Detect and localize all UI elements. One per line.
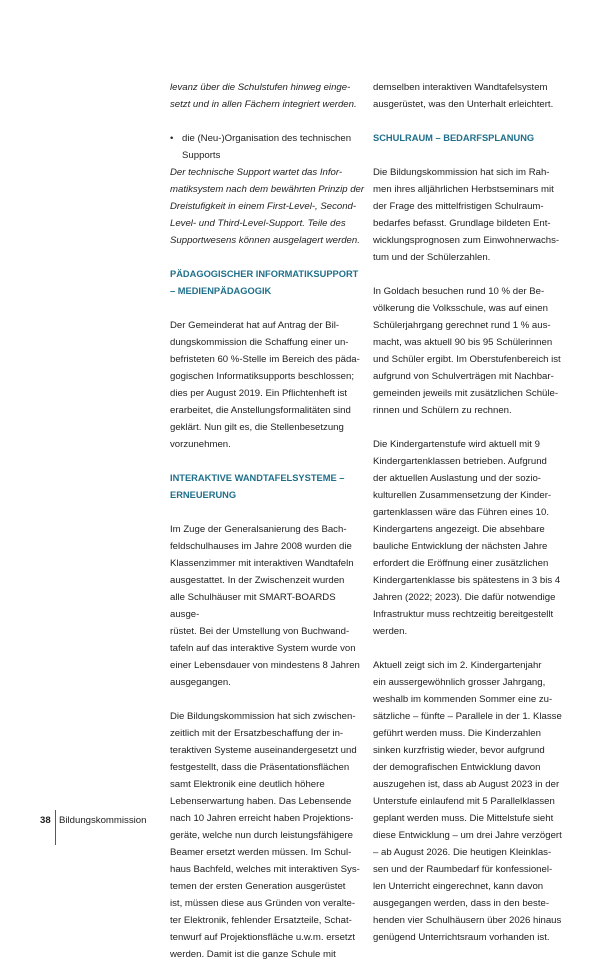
text-line: kulturellen Zusammensetzung der Kinder- xyxy=(373,490,552,501)
text-line: die (Neu-)Organisation des technischen xyxy=(182,133,352,144)
text-line: rinnen und Schülern zu rechnen. xyxy=(373,405,512,416)
text-line: alle Schulhäuser mit SMART-BOARDS ausge- xyxy=(170,592,336,620)
right-column xyxy=(373,79,570,963)
text-line: samt Elektronik eine deutlich höhere xyxy=(170,779,325,790)
text-line: ausgegangen werden, dass in den beste- xyxy=(373,898,550,909)
paragraph xyxy=(373,164,570,266)
text-line: geklärt. Nun gilt es, die Stellenbesetzung xyxy=(170,422,344,433)
text-line: erfordert die Eröffnung einer zusätzlichen xyxy=(373,558,549,569)
text-line: Unterstufe einlaufend mit 5 Parallelklassen xyxy=(373,796,555,807)
section-heading xyxy=(373,130,570,147)
text-line: Im Zuge der Generalsanierung des Bach- xyxy=(170,524,347,535)
paragraph xyxy=(373,436,570,640)
text-line: Level- und Third-Level-Support. Teile des xyxy=(170,218,346,229)
intro-paragraph xyxy=(170,79,367,113)
footer-section-title: Bildungskommission xyxy=(59,815,147,826)
text-line: der demografischen Entwicklung davon xyxy=(373,762,541,773)
heading-line: PÄDAGOGISCHER INFORMATIKSUPPORT xyxy=(170,269,359,279)
text-line: der Frage des mittelfristigen Schulraum- xyxy=(373,201,544,212)
text-line: ausgestattet. In der Zwischenzeit wurden xyxy=(170,575,345,586)
text-line: dungskommission die Schaffung einer un- xyxy=(170,337,349,348)
paragraph xyxy=(373,657,570,946)
text-line: gemeinden jeweils mit zusätzlichen Schüle- xyxy=(373,388,559,399)
text-line: bauliche Entwicklung der nächsten Jahre xyxy=(373,541,548,552)
paragraph xyxy=(170,521,367,691)
text-line: gartenklassen wäre das Führen eines 10. xyxy=(373,507,549,518)
text-line: levanz über die Schulstufen hinweg einge- xyxy=(170,82,351,93)
text-line: Die Bildungskommission hat sich im Rah- xyxy=(373,167,550,178)
text-line: ter Elektronik, fehlender Ersatzteile, Schat- xyxy=(170,915,352,926)
text-line: zeitlich mit der Ersatzbeschaffung der in- xyxy=(170,728,344,739)
text-line: genügend Unterrichtsraum vorhanden ist. xyxy=(373,932,550,943)
heading-line: – MEDIENPÄDAGOGIK xyxy=(170,286,272,296)
section-heading xyxy=(170,266,367,300)
page-number: 38 xyxy=(40,815,51,826)
text-line: weshalb im kommenden Sommer eine zu- xyxy=(373,694,553,705)
text-line: festgestellt, dass die Präsentationsflächen xyxy=(170,762,350,773)
paragraph xyxy=(373,79,570,113)
text-line: und Schüler ergibt. Im Oberstufenbereich ist xyxy=(373,354,561,365)
text-line: Die Kindergartenstufe wird aktuell mit 9 xyxy=(373,439,540,450)
text-line: wicklungsprognosen zum Einwohnerwachs- xyxy=(373,235,560,246)
text-line: Infrastruktur muss rechtzeitig bereitgestellt xyxy=(373,609,554,620)
text-line: Jahren (2022; 2023). Die dafür notwendige xyxy=(373,592,556,603)
paragraph xyxy=(373,283,570,419)
text-line: Dreistufigkeit in einem First-Level-, Second- xyxy=(170,201,357,212)
text-line: teraktiven Systeme auseinandergesetzt und xyxy=(170,745,357,756)
text-line: rüstet. Bei der Umstellung von Buchwand- xyxy=(170,626,350,637)
text-line: Klassenzimmer mit interaktiven Wandtafeln xyxy=(170,558,354,569)
text-line: tum und der Schülerzahlen. xyxy=(373,252,491,263)
text-line: Supports xyxy=(182,150,221,161)
text-line: erarbeitet, die Anstellungsformalitäten sind xyxy=(170,405,351,416)
text-line: einer Lebensdauer von mindestens 8 Jahren xyxy=(170,660,360,671)
text-line: macht, was aktuell 90 bis 95 Schülerinnen xyxy=(373,337,553,348)
bullet-description xyxy=(170,164,367,249)
text-line: sinken kurzfristig wieder, bevor aufgrund xyxy=(373,745,545,756)
paragraph xyxy=(170,708,367,963)
text-line: sätzliche – fünfte – Parallele in der 1. Klasse xyxy=(373,711,562,722)
text-line: feldschulhauses im Jahre 2008 wurden die xyxy=(170,541,352,552)
section-heading xyxy=(170,470,367,504)
text-line: matiksystem nach dem bewährten Prinzip der xyxy=(170,184,365,195)
text-line: Aktuell zeigt sich im 2. Kindergartenjahr xyxy=(373,660,542,671)
text-line: tafeln auf das interaktive System wurde von xyxy=(170,643,356,654)
text-line: haus Bachfeld, welches mit interaktiven Sys- xyxy=(170,864,360,875)
text-line: sen und der Raumbedarf für konfessionel- xyxy=(373,864,553,875)
text-line: Kindergartenklasse bis spätestens in 3 bis 4 xyxy=(373,575,561,586)
heading-line: INTERAKTIVE WANDTAFELSYSTEME – xyxy=(170,473,345,483)
text-line: ein aussergewöhnlich grosser Jahrgang, xyxy=(373,677,546,688)
text-line: völkerung die Volksschule, was auf einen xyxy=(373,303,548,314)
text-line: befristeten 60 %-Stelle im Bereich des päda- xyxy=(170,354,360,365)
text-line: Der technische Support wartet das Infor- xyxy=(170,167,343,178)
text-line: demselben interaktiven Wandtafelsystem xyxy=(373,82,548,93)
bullet-item xyxy=(170,130,367,249)
text-line: men ihres alljährlichen Herbstseminars mit xyxy=(373,184,554,195)
text-line: henden vier Schulhäusern über 2026 hinaus xyxy=(373,915,562,926)
text-line: werden. xyxy=(373,626,408,637)
text-line: In Goldach besuchen rund 10 % der Be- xyxy=(373,286,545,297)
text-line: ist, müssen diese aus Gründen von veralte- xyxy=(170,898,356,909)
heading-line: SCHULRAUM – BEDARFSPLANUNG xyxy=(373,133,535,143)
text-line: Beamer ersetzt werden müssen. Im Schul- xyxy=(170,847,352,858)
text-line: Kindergartens angezeigt. Die absehbare xyxy=(373,524,545,535)
text-line: aufgrund von Schulverträgen mit Nachbar- xyxy=(373,371,554,382)
paragraph xyxy=(170,317,367,453)
bullet-icon: • xyxy=(170,133,174,144)
text-line: Kindergartenklassen betrieben. Aufgrund xyxy=(373,456,547,467)
text-line: tenwurf auf Projektionsfläche u.w.m. ersetzt xyxy=(170,932,356,943)
text-line: dies per August 2019. Ein Pflichtenheft ist xyxy=(170,388,348,399)
text-line: temen der ersten Generation ausgerüstet xyxy=(170,881,346,892)
text-line: Supportwesens können ausgelagert werden. xyxy=(170,235,360,246)
text-line: Schülerjahrgang gerechnet rund 1 % aus- xyxy=(373,320,551,331)
text-line: setzt und in allen Fächern integriert werden. xyxy=(170,99,357,110)
text-line: geplant werden muss. Die Mittelstufe sieht xyxy=(373,813,554,824)
text-line: ausgegangen. xyxy=(170,677,231,688)
text-line: der aktuellen Auslastung und der sozio- xyxy=(373,473,541,484)
text-line: Lebenserwartung haben. Das Lebensende xyxy=(170,796,352,807)
text-line: nach 10 Jahren erreicht haben Projektions- xyxy=(170,813,354,824)
text-line: Die Bildungskommission hat sich zwischen- xyxy=(170,711,356,722)
text-line: gogischen Informatiksupports beschlossen; xyxy=(170,371,354,382)
text-line: werden. Damit ist die ganze Schule mit xyxy=(170,949,336,960)
heading-line: ERNEUERUNG xyxy=(170,490,237,500)
text-line: len Unterricht eingerechnet, kann davon xyxy=(373,881,544,892)
text-line: auszugehen ist, dass ab August 2023 in der xyxy=(373,779,560,790)
text-line: geräte, welche nun durch leistungsfähigere xyxy=(170,830,353,841)
page-footer xyxy=(40,814,146,828)
text-line: vorzunehmen. xyxy=(170,439,231,450)
text-line: bedarfes befasst. Grundlage bildeten Ent- xyxy=(373,218,551,229)
text-line: – ab August 2026. Die heutigen Kleinklas- xyxy=(373,847,552,858)
text-line: diese Entwicklung – um drei Jahre verzögert xyxy=(373,830,562,841)
text-line: Der Gemeinderat hat auf Antrag der Bil- xyxy=(170,320,340,331)
text-line: ausgerüstet, was den Unterhalt erleichtert. xyxy=(373,99,554,110)
text-line: geführt werden muss. Die Kinderzahlen xyxy=(373,728,541,739)
